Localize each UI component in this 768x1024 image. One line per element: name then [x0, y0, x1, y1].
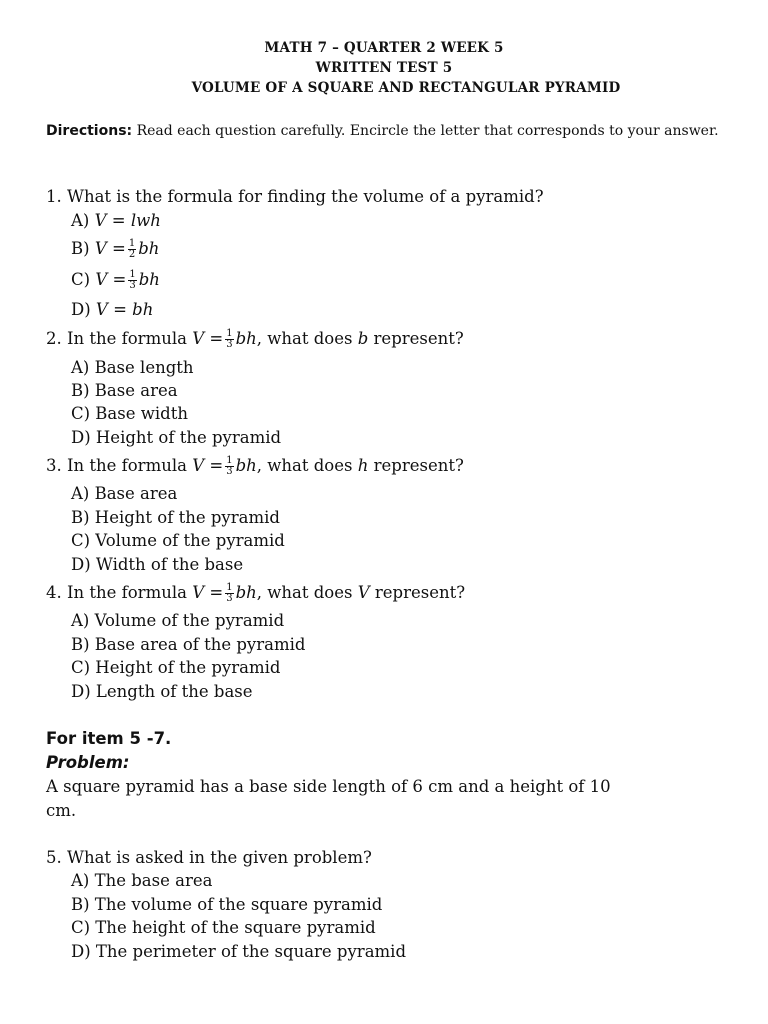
question-5-option-d: D) The perimeter of the square pyramid [71, 942, 407, 961]
problem-text-line-2: cm. [46, 801, 77, 820]
question-2-option-b: B) Base area [71, 381, 178, 400]
question-4-option-c: C) Height of the pyramid [71, 658, 281, 677]
question-2-option-c: C) Base width [71, 404, 188, 423]
option-c-formula-prefix: V = [95, 270, 127, 289]
fraction-one-half: $\frac{1}{2}$ [128, 238, 136, 260]
question-2-option-d: D) Height of the pyramid [71, 428, 282, 447]
question-5-stem: 5. What is asked in the given problem? [46, 848, 372, 867]
problem-label: Problem: [46, 753, 130, 772]
question-3-option-d: D) Width of the base [71, 555, 244, 574]
question-1-option-b [71, 237, 159, 260]
option-a-label: A) [71, 211, 95, 230]
fraction-one-third: $\frac{1}{3}$ [226, 455, 233, 477]
question-3-option-b: B) Height of the pyramid [71, 508, 280, 527]
option-b-formula-suffix: bh [138, 239, 160, 258]
question-2-stem: 2. In the formula V = $\frac{1}{3}$ bh, what does b represent? [46, 328, 464, 350]
option-a-formula: V = lwh [94, 211, 161, 230]
question-4-stem: 4. In the formula V = $\frac{1}{3}$ bh, what does V represent? [46, 582, 466, 604]
problem-text-line-1: A square pyramid has a base side length of 6 cm and a height of 10 [46, 777, 611, 796]
header-course-line: MATH 7 – QUARTER 2 WEEK 5 [264, 40, 504, 56]
option-b-formula-prefix: V = [94, 239, 126, 258]
document-header [0, 38, 768, 98]
fraction-one-third: $\frac{1}{3}$ [129, 269, 136, 291]
for-items-heading: For item 5 -7. [46, 729, 172, 748]
directions-label: Directions: [46, 123, 133, 139]
question-4-option-b: B) Base area of the pyramid [71, 635, 306, 654]
question-3-option-a: A) Base area [71, 484, 178, 503]
question-2-option-a: A) Base length [71, 358, 194, 377]
question-1-option-a [71, 209, 161, 232]
question-5-option-a: A) The base area [71, 871, 213, 890]
option-d-formula: V = bh [95, 300, 154, 319]
header-test-line: WRITTEN TEST 5 [315, 60, 453, 76]
option-c-label: C) [71, 270, 96, 289]
question-1-option-c [71, 268, 160, 291]
option-c-formula-suffix: bh [138, 270, 160, 289]
question-4-option-a: A) Volume of the pyramid [71, 611, 285, 630]
question-1-option-d [71, 298, 153, 321]
question-5-option-b: B) The volume of the square pyramid [71, 895, 383, 914]
question-1-stem: 1. What is the formula for finding the volume of a pyramid? [46, 187, 544, 206]
fraction-one-third: $\frac{1}{3}$ [226, 582, 233, 604]
directions-text: Read each question carefully. Encircle the letter that corresponds to your answer. [132, 123, 719, 139]
question-3-option-c: C) Volume of the pyramid [71, 531, 285, 550]
question-4-option-d: D) Length of the base [71, 682, 253, 701]
option-b-label: B) [71, 239, 95, 258]
question-3-stem: 3. In the formula V = $\frac{1}{3}$ bh, what does h represent? [46, 455, 464, 477]
directions [46, 121, 726, 142]
question-5-option-c: C) The height of the square pyramid [71, 918, 376, 937]
option-d-label: D) [71, 300, 96, 319]
fraction-one-third: $\frac{1}{3}$ [226, 328, 233, 350]
header-topic-line: VOLUME OF A SQUARE AND RECTANGULAR PYRAMID [191, 80, 621, 96]
